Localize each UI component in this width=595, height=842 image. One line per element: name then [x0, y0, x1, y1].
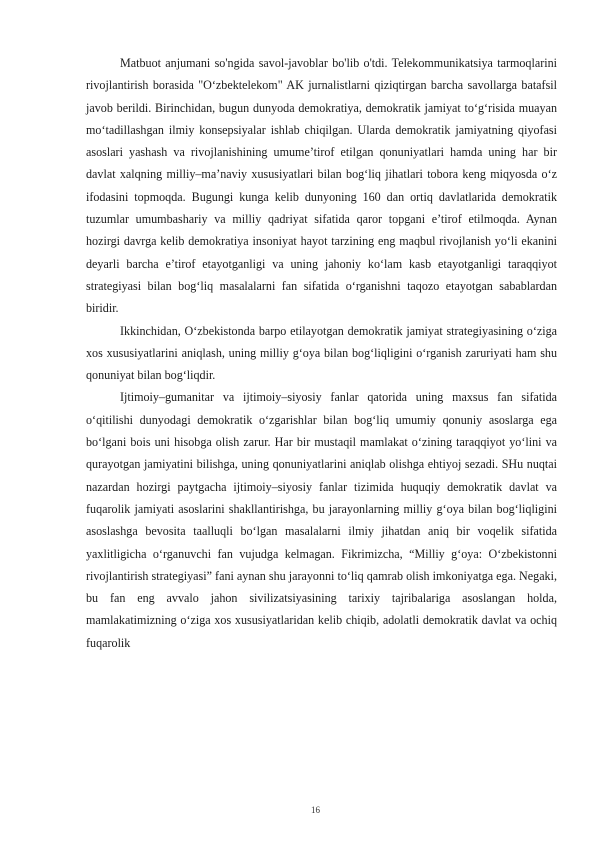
paragraph-2: Ikkinchidan, O‘zbekistonda barpo etilayotgan demokratik jamiyat strategiyasining o‘ziga xos xususiyatlarini aniqlash, uning milliy g‘oya bilan bog‘liqligini o‘rganish zaruriyati ham shu qonuniyat bilan bog‘liqdir.: [86, 323, 557, 383]
paragraph-3: Ijtimoiy–gumanitar va ijtimoiy–siyosiy fanlar qatorida uning maxsus fan sifatida o‘qitilishi dunyodagi demokratik o‘zgarishlar bilan bog‘liq umumiy qonuniy asoslarga ega bo‘lgani bois uni hisobga olish zarur. Har bir mustaqil mamlakat o‘zining taraqqiyot yo‘lini va qurayotgan jamiyatini bilishga, uning qonuniyatlarini aniqlab olishga ehtiyoj sezadi. SHu nuqtai nazardan hozirgi paytgacha ijtimoiy–siyosiy fanlar tizimida huquqiy demokratik davlat va fuqarolik jamiyati asoslarini shakllantirishga, bu jarayonlarning milliy g‘oya bilan bog‘liqligini asoslashga bevosita taalluqli bo‘lgan masalalarni ilmiy jihatdan aniq bir voqelik sifatida yaxlitligicha o‘rganuvchi fan vujudga kelmagan. Fikrimizcha, “Milliy g‘oya: O‘zbekistonni rivojlantirish strategiyasi” fani aynan shu jarayonni to‘liq qamrab olish imkoniyatga ega. Negaki, bu fan eng avvalo jahon sivilizatsiyasining tarixiy tajribalariga asoslangan holda, mamlakatimizning o‘ziga xos xususiyatlaridan kelib chiqib, adolatli demokratik davlat va ochiq fuqarolik: [86, 390, 557, 650]
paragraph-1: Matbuot anjumani so'ngida savol-javoblar bo'lib o'tdi. Telekommunikatsiya tarmoqlarini rivojlantirish borasida "O‘zbektelekom" AK jurnalistlarni qiziqtirgan barcha savollarga batafsil javob berildi. Birinchidan, bugun dunyoda demokratiya, demokratik jamiyat to‘g‘risida muayan mo‘tadillashgan ilmiy konsepsiyalar ishlab chiqilgan. Ularda demokratik jamiyatning qiyofasi asoslari yashash va rivojlanishining umume’tirof etilgan qonuniyatlari hamda uning har bir davlat xalqning milliy–ma’naviy xususiyatlari bilan bog‘liq jihatlari tobora keng miqyosda o‘z ifodasini topmoqda. Bugungi kunga kelib dunyoning 160 dan ortiq davlatlarida demokratik tuzumlar umumbashariy va milliy qadriyat sifatida qaror topgani e’tirof etilmoqda. Aynan hozirgi davrga kelib demokratiya insoniyat hayot tarzining eng maqbul rivojlanish yo‘li ekanini deyarli barcha e’tirof etayotganligi va uning jahoniy ko‘lam kasb etayotganligi taraqqiyot strategiyasi bilan bog‘liq masalalarni fan sifatida o‘rganishni taqozo etayotgan sabablardan biridir.: [86, 56, 557, 316]
body-text: [86, 52, 557, 654]
page-number: 16: [311, 805, 320, 815]
